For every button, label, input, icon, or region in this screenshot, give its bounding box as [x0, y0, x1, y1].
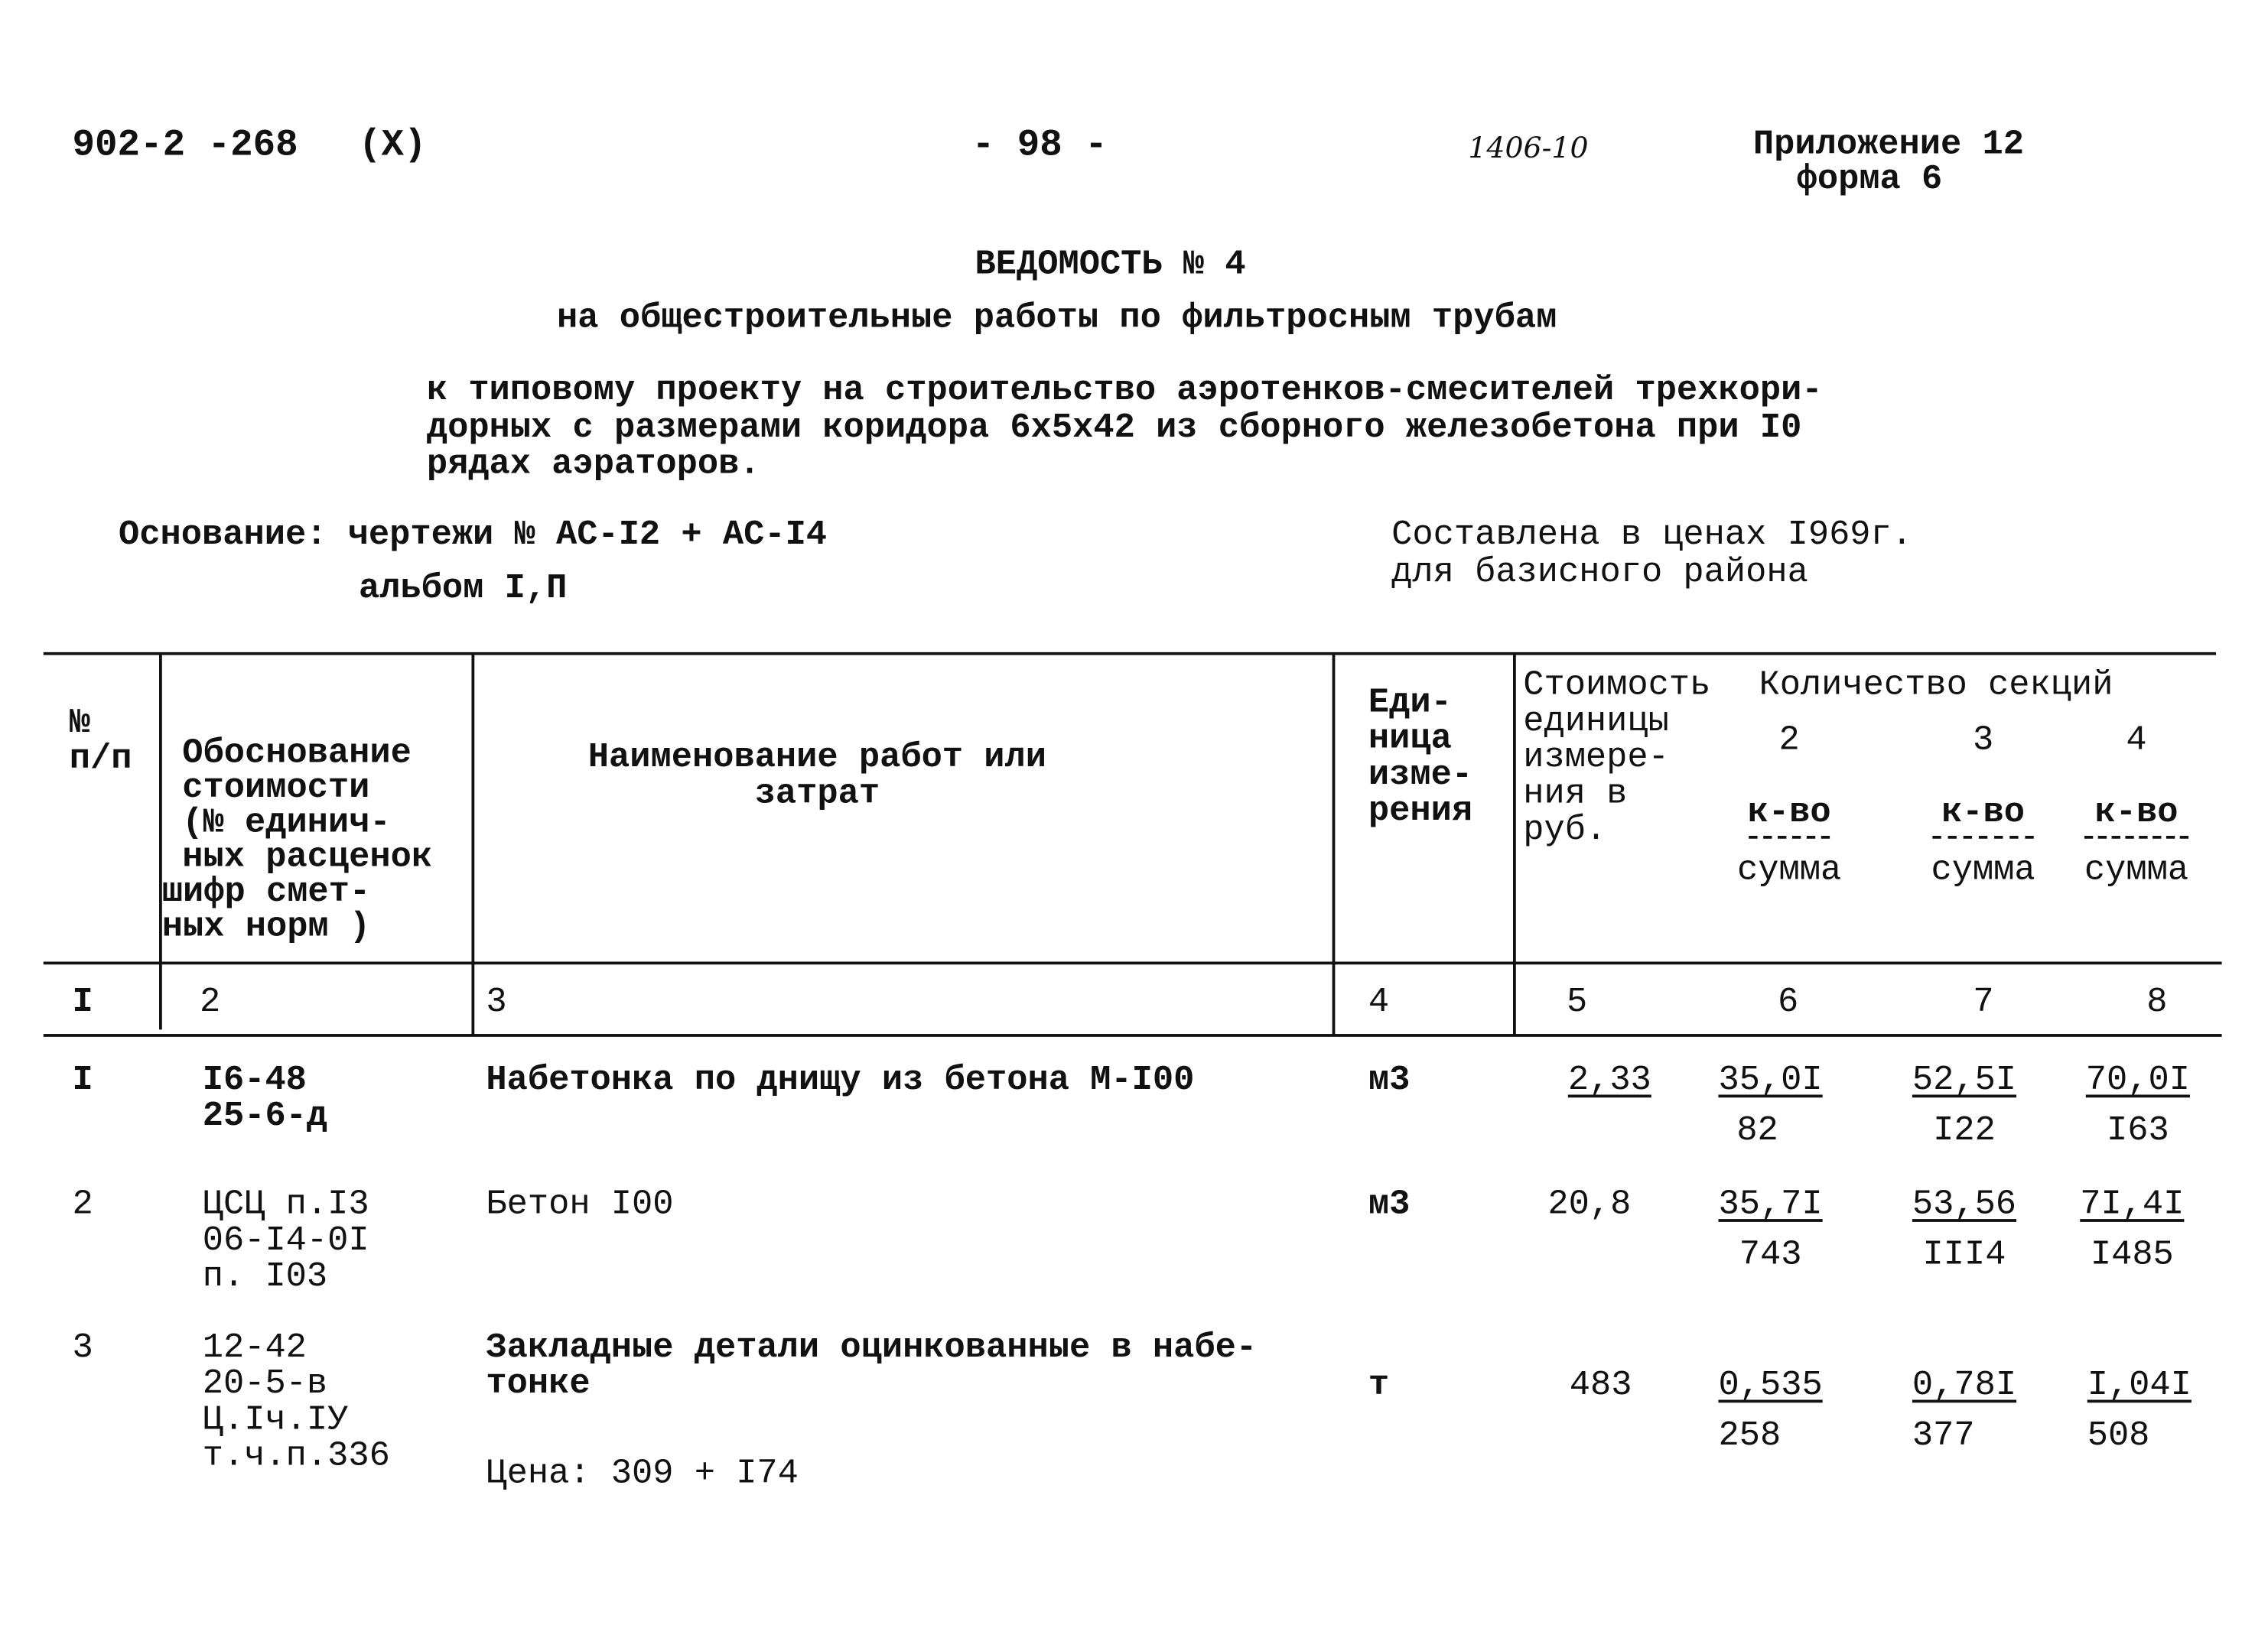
row-section-3: 0,78I 377: [1912, 1366, 2017, 1457]
row-price-note: Цена: 309 + I74: [486, 1454, 799, 1494]
colnum: I: [72, 983, 93, 1022]
document-title: ВЕДОМОСТЬ № 4: [975, 245, 1246, 285]
colnum: 2: [199, 983, 221, 1022]
row-unit: м3: [1368, 1185, 1411, 1225]
row-section-4: 7I,4I I485: [2080, 1185, 2185, 1276]
row-price: 2,33: [1567, 1061, 1651, 1101]
row-unit: т: [1368, 1366, 1390, 1406]
page-number: - 98 -: [971, 122, 1108, 167]
header-col5: Стоимость единицы измере- ния в руб.: [1523, 666, 1711, 850]
header-col3: Наименование работ или затрат: [587, 739, 1046, 814]
prices-region: для базисного района: [1391, 554, 1808, 593]
handwritten-note: 1406-10: [1468, 130, 1589, 165]
prices-line: Составлена в ценах I969г.: [1391, 516, 1913, 556]
description-line: рядах аэраторов.: [426, 445, 760, 485]
row-section-3: 52,5I I22: [1912, 1061, 2017, 1152]
header-col1: № п/п: [69, 704, 132, 780]
row-number: 2: [72, 1185, 93, 1225]
form-label: форма 6: [1796, 160, 1943, 200]
row-basis: 12-42 20-5-в Ц.Iч.IУ т.ч.п.336: [202, 1328, 390, 1477]
colnum: 4: [1368, 983, 1390, 1022]
section-2-header: 2 к-во сумма: [1737, 721, 1842, 891]
header-col2: Обоснование стоимости (№ единич- ных расценок шифр смет- ных норм ): [161, 734, 433, 947]
row-section-2: 0,535 258: [1718, 1366, 1823, 1457]
row-section-2: 35,7I 743: [1718, 1185, 1823, 1276]
description-line: дорных с размерами коридора 6х5х42 из сборного железобетона при I0: [426, 409, 1802, 449]
row-unit: м3: [1368, 1061, 1411, 1101]
row-name: Бетон I00: [486, 1185, 674, 1225]
row-basis: I6-48 25-6-д: [202, 1061, 328, 1137]
basis-line: Основание: чертежи № АС-I2 + АС-I4: [119, 516, 828, 556]
document-subtitle: на общестроительные работы по фильтросным трубам: [557, 299, 1557, 339]
colnum: 5: [1566, 983, 1588, 1022]
row-name: Набетонка по днищу из бетона М-I00: [486, 1061, 1195, 1101]
row-price: 483: [1569, 1366, 1632, 1406]
row-section-4: 70,0I I63: [2085, 1061, 2190, 1152]
section-3-header: 3 к-во сумма: [1931, 721, 2035, 891]
colnum: 6: [1778, 983, 1799, 1022]
colnum: 7: [1973, 983, 1994, 1022]
column-divider: [1513, 654, 1516, 1035]
colnum: 8: [2146, 983, 2168, 1022]
table-top-line: [44, 652, 2216, 655]
row-name: Закладные детали оцинкованные в набе- тонке: [486, 1328, 1258, 1405]
header-bottom-line: [44, 962, 2222, 965]
appendix-label: Приложение 12: [1752, 125, 2024, 165]
header-col4: Еди- ница изме- рения: [1368, 684, 1473, 832]
row-section-2: 35,0I 82: [1718, 1061, 1823, 1152]
section-4-header: 4 к-во сумма: [2084, 721, 2189, 891]
row-price: 20,8: [1547, 1185, 1632, 1225]
sections-title: Количество секций: [1759, 666, 2113, 706]
album-line: альбом I,П: [358, 570, 568, 609]
column-divider: [1332, 654, 1336, 1035]
description-line: к типовому проекту на строительство аэротенков-смесителей трехкори-: [426, 371, 1823, 411]
row-number: I: [72, 1061, 93, 1101]
row-number: 3: [72, 1328, 93, 1368]
row-basis: ЦСЦ п.I3 06-I4-0I п. I03: [202, 1185, 369, 1298]
row-section-4: I,04I 508: [2087, 1366, 2192, 1457]
colnum-bottom-line: [44, 1034, 2222, 1037]
doc-part: (X): [358, 122, 427, 167]
column-divider: [471, 654, 474, 1035]
doc-code: 902-2 -268: [72, 122, 298, 167]
colnum: 3: [486, 983, 507, 1022]
row-section-3: 53,56 III4: [1912, 1185, 2017, 1276]
